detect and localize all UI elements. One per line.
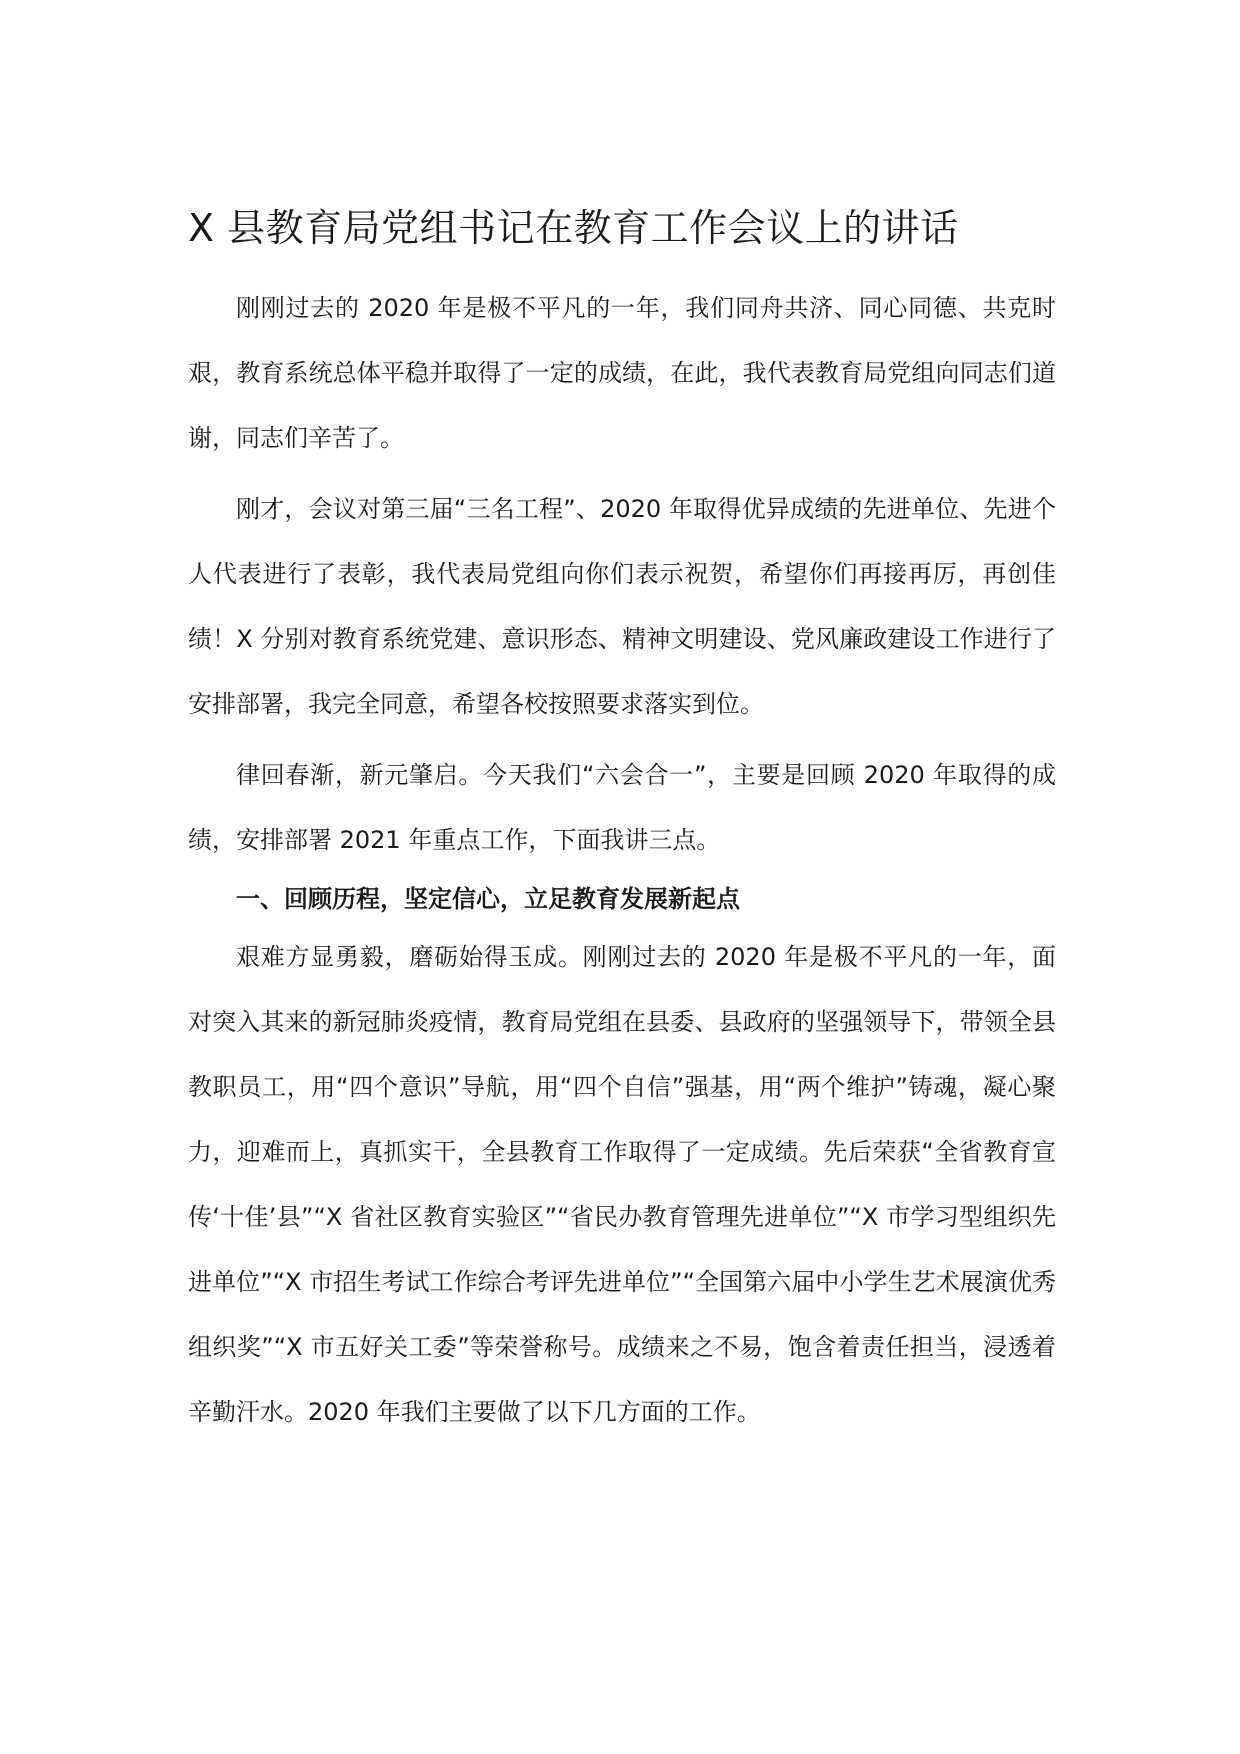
section-heading-1: 一、回顾历程，坚定信心，立足教育发展新起点 xyxy=(236,885,740,913)
paragraph-agenda: 律回春渐，新元肇启。今天我们“六会合一”，主要是回顾 2020 年取得的成绩，安排部署 2021 年重点工作，下面我讲三点。 xyxy=(188,761,1056,854)
paragraph-review: 艰难方显勇毅，磨砺始得玉成。刚刚过去的 2020 年是极不平凡的一年，面对突入其来的新冠肺炎疫情，教育局党组在县委、县政府的坚强领导下，带领全县教职员工，用“四个意识”导航，用“四个自信”强基，用“两个维护”铸魂，凝心聚力，迎难而上，真抓实干，全县教育工作取得了一定成绩。先后荣获“全省教育宣传‘十佳’县”“X 省社区教育实验区”“省民办教育管理先进单位”“X 市学习型组织先进单位”“X 市招生考试工作综合考评先进单位”“全国第六届中小学生艺术展演优秀组织奖”“X 市五好关工委”等荣誉称号。成绩来之不易，饱含着责任担当，浸透着辛勤汗水。2020 年我们主要做了以下几方面的工作。 xyxy=(188,943,1056,1426)
document-page xyxy=(188,200,1056,1451)
document-title: X 县教育局党组书记在教育工作会议上的讲话 xyxy=(188,206,959,250)
paragraph-opening: 刚刚过去的 2020 年是极不平凡的一年，我们同舟共济、同心同德、共克时艰，教育系统总体平稳并取得了一定的成绩，在此，我代表教育局党组向同志们道谢，同志们辛苦了。 xyxy=(188,294,1056,452)
paragraph-commendation: 刚才，会议对第三届“三名工程”、2020 年取得优异成绩的先进单位、先进个人代表进行了表彰，我代表局党组向你们表示祝贺，希望你们再接再厉，再创佳绩！X 分别对教育系统党建、意识形态、精神文明建设、党风廉政建设工作进行了安排部署，我完全同意，希望各校按照要求落实到位。 xyxy=(188,495,1056,718)
